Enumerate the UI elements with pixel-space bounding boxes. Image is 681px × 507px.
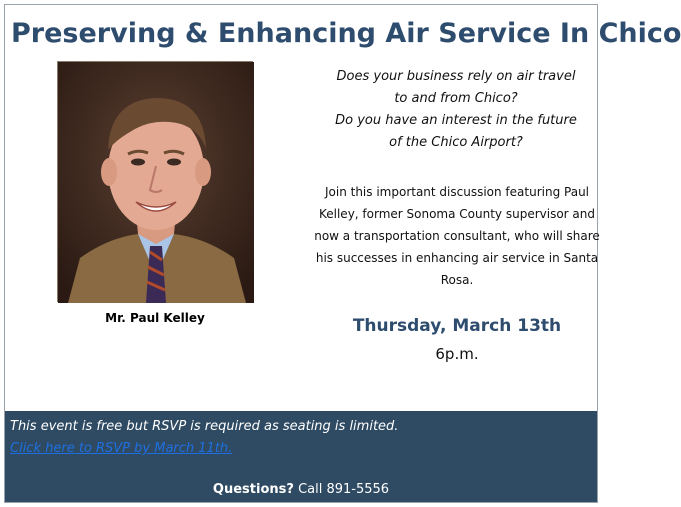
rsvp-link[interactable]: Click here to RSVP by March 11th. (10, 441, 233, 456)
intro-question-line-4: of the Chico Airport? (389, 135, 523, 150)
intro-question-line-2: to and from Chico? (394, 91, 518, 106)
event-flyer (4, 4, 681, 503)
rsvp-note: This event is free but RSVP is required as seating is limited. (10, 419, 399, 434)
event-date: Thursday, March 13th (352, 316, 562, 336)
questions-label: Questions? (212, 482, 294, 497)
event-time: 6p.m. (435, 345, 479, 363)
speaker-portrait-image (58, 62, 254, 303)
intro-question-line-3: Do you have an interest in the future (335, 113, 577, 128)
speaker-name-caption: Mr. Paul Kelley (105, 311, 205, 325)
page-title: Preserving & Enhancing Air Service In Chico (11, 18, 681, 49)
speaker-photo (57, 61, 253, 302)
intro-question-line-1: Does your business rely on air travel (336, 69, 576, 84)
contact-phone: Call 891-5556 (298, 482, 390, 497)
questions-contact (5, 482, 597, 497)
event-description: Join this important discussion featuring Paul Kelley, former Sonoma County supervisor and now a transportation consultant, who will share his successes in enhancing air service in Santa Rosa. (314, 185, 600, 287)
rsvp-footer (5, 411, 597, 502)
